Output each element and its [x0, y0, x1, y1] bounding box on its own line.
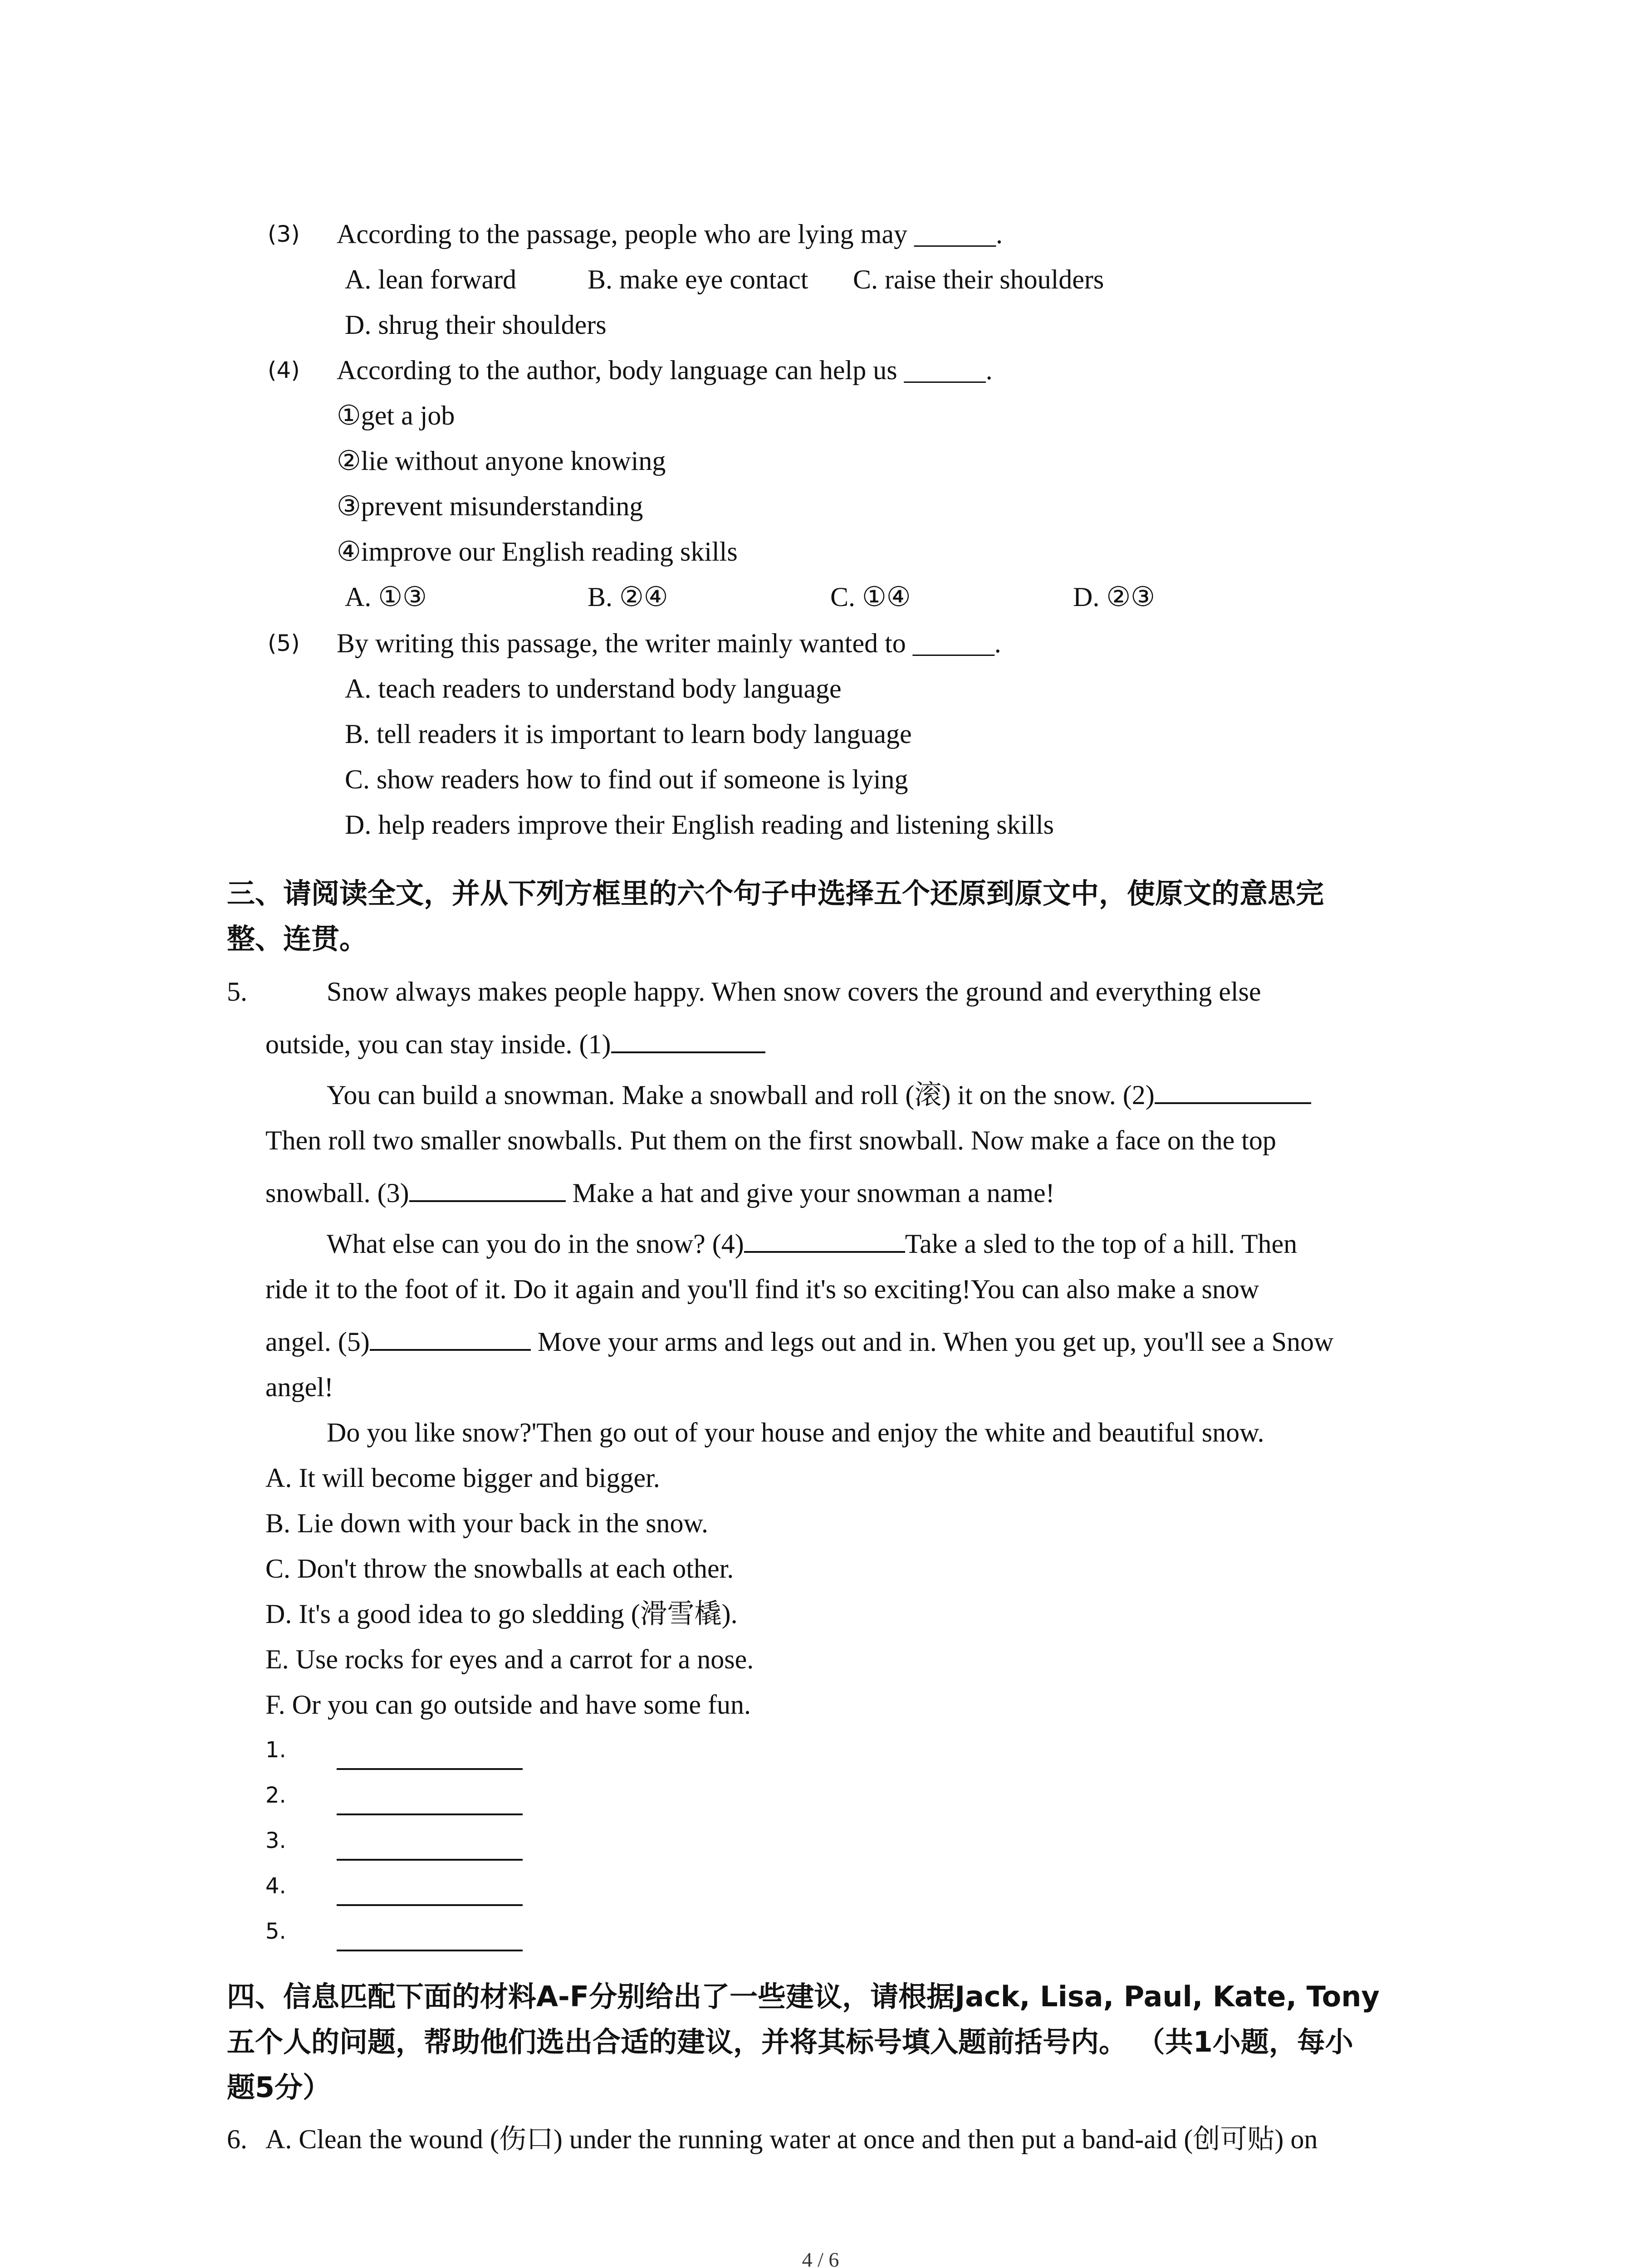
answer-number-3: 3. [265, 1828, 286, 1853]
blank-2 [1155, 1077, 1311, 1104]
question-4-item-1: ①get a job [337, 401, 455, 430]
section-4-option-a: A. Clean the wound (伤口) under the running water at once and then put a band-aid (创可贴) on [265, 2124, 1318, 2154]
question-4-option-a: A. ①③ [345, 582, 427, 612]
section-4-heading-line-2: 五个人的问题，帮助他们选出合适的建议，并将其标号填入题前括号内。 （共1小题，每小 [227, 2025, 1353, 2058]
question-3-option-d: D. shrug their shoulders [345, 310, 607, 340]
question-5-option-d: D. help readers improve their English reading and listening skills [345, 810, 1054, 840]
sentence-option-b: B. Lie down with your back in the snow. [265, 1508, 708, 1538]
sentence-option-c: C. Don't throw the snowballs at each other. [265, 1554, 734, 1584]
question-4-option-d: D. ②③ [1073, 582, 1155, 612]
passage-paragraph-2-line-3: snowball. (3) Make a hat and give your snowman a name! [265, 1175, 1055, 1209]
question-3-option-a: A. lean forward [345, 264, 517, 294]
question-5-option-a: A. teach readers to understand body language [345, 674, 842, 704]
page-number: 4 / 6 [802, 2248, 839, 2268]
blank-5 [370, 1324, 531, 1351]
section-4-question-number: 6. [227, 2124, 247, 2154]
passage-paragraph-3-line-3: angel. (5) Move your arms and legs out and in. When you get up, you'll see a Snow [265, 1324, 1333, 1358]
question-4-option-b: B. ②④ [588, 582, 668, 612]
answer-number-5: 5. [265, 1919, 286, 1944]
passage-paragraph-4-line-1: Do you like snow?'Then go out of your house and enjoy the white and beautiful snow. [327, 1418, 1264, 1447]
answer-line-3 [337, 1859, 523, 1861]
section-3-heading-line-1: 三、请阅读全文，并从下列方框里的六个句子中选择五个还原到原文中，使原文的意思完 [227, 877, 1324, 910]
passage-paragraph-2-line-1: You can build a snowman. Make a snowball and roll (滚) it on the snow. (2) [327, 1077, 1311, 1111]
section-4-heading-line-1: 四、信息匹配下面的材料A-F分别给出了一些建议，请根据Jack, Lisa, Paul, Kate, Tony [227, 1980, 1380, 2013]
answer-line-5 [337, 1950, 523, 1951]
blank-1 [611, 1026, 765, 1053]
answer-number-1: 1. [265, 1737, 286, 1763]
question-4-item-3: ③prevent misunderstanding [337, 491, 643, 521]
question-5-option-b: B. tell readers it is important to learn body language [345, 719, 912, 749]
blank-4 [744, 1226, 905, 1253]
question-5-number: (5) [268, 630, 300, 656]
answer-line-4 [337, 1904, 523, 1906]
answer-number-2: 2. [265, 1783, 286, 1808]
answer-line-2 [337, 1813, 523, 1815]
passage-paragraph-1-line-2: outside, you can stay inside. (1) [265, 1026, 765, 1061]
sentence-option-f: F. Or you can go outside and have some fun. [265, 1690, 751, 1720]
sentence-option-a: A. It will become bigger and bigger. [265, 1463, 660, 1493]
answer-number-4: 4. [265, 1873, 286, 1899]
question-3-option-c: C. raise their shoulders [853, 264, 1104, 294]
passage-paragraph-3-line-2: ride it to the foot of it. Do it again and you'll find it's so exciting!You can also make a snow [265, 1274, 1259, 1304]
question-4-stem: According to the author, body language can help us ______. [337, 355, 993, 385]
passage-paragraph-3-line-4: angel! [265, 1372, 333, 1402]
sentence-option-e: E. Use rocks for eyes and a carrot for a nose. [265, 1644, 754, 1674]
blank-3 [409, 1175, 566, 1202]
sentence-option-d: D. It's a good idea to go sledding (滑雪橇). [265, 1599, 738, 1629]
question-4-option-c: C. ①④ [830, 582, 911, 612]
question-5-option-c: C. show readers how to find out if someone is lying [345, 764, 908, 794]
question-3-stem: According to the passage, people who are lying may ______. [337, 219, 1003, 249]
section-4-heading-line-3: 题5分） [227, 2071, 331, 2104]
passage-paragraph-2-line-2: Then roll two smaller snowballs. Put them on the first snowball. Now make a face on the top [265, 1125, 1276, 1155]
question-5-stem: By writing this passage, the writer mainly wanted to ______. [337, 628, 1001, 658]
question-3-option-b: B. make eye contact [588, 264, 808, 294]
section-3-heading-line-2: 整、连贯。 [227, 922, 368, 955]
passage-paragraph-3-line-1: What else can you do in the snow? (4) Take a sled to the top of a hill. Then [327, 1226, 1297, 1260]
answer-line-1 [337, 1768, 523, 1770]
question-4-number: (4) [268, 357, 300, 383]
passage-paragraph-1-line-1: Snow always makes people happy. When snow covers the ground and everything else [327, 977, 1261, 1007]
question-4-item-2: ②lie without anyone knowing [337, 446, 666, 476]
section-3-question-number: 5. [227, 977, 247, 1007]
question-3-number: (3) [268, 221, 300, 247]
question-4-item-4: ④improve our English reading skills [337, 537, 738, 567]
